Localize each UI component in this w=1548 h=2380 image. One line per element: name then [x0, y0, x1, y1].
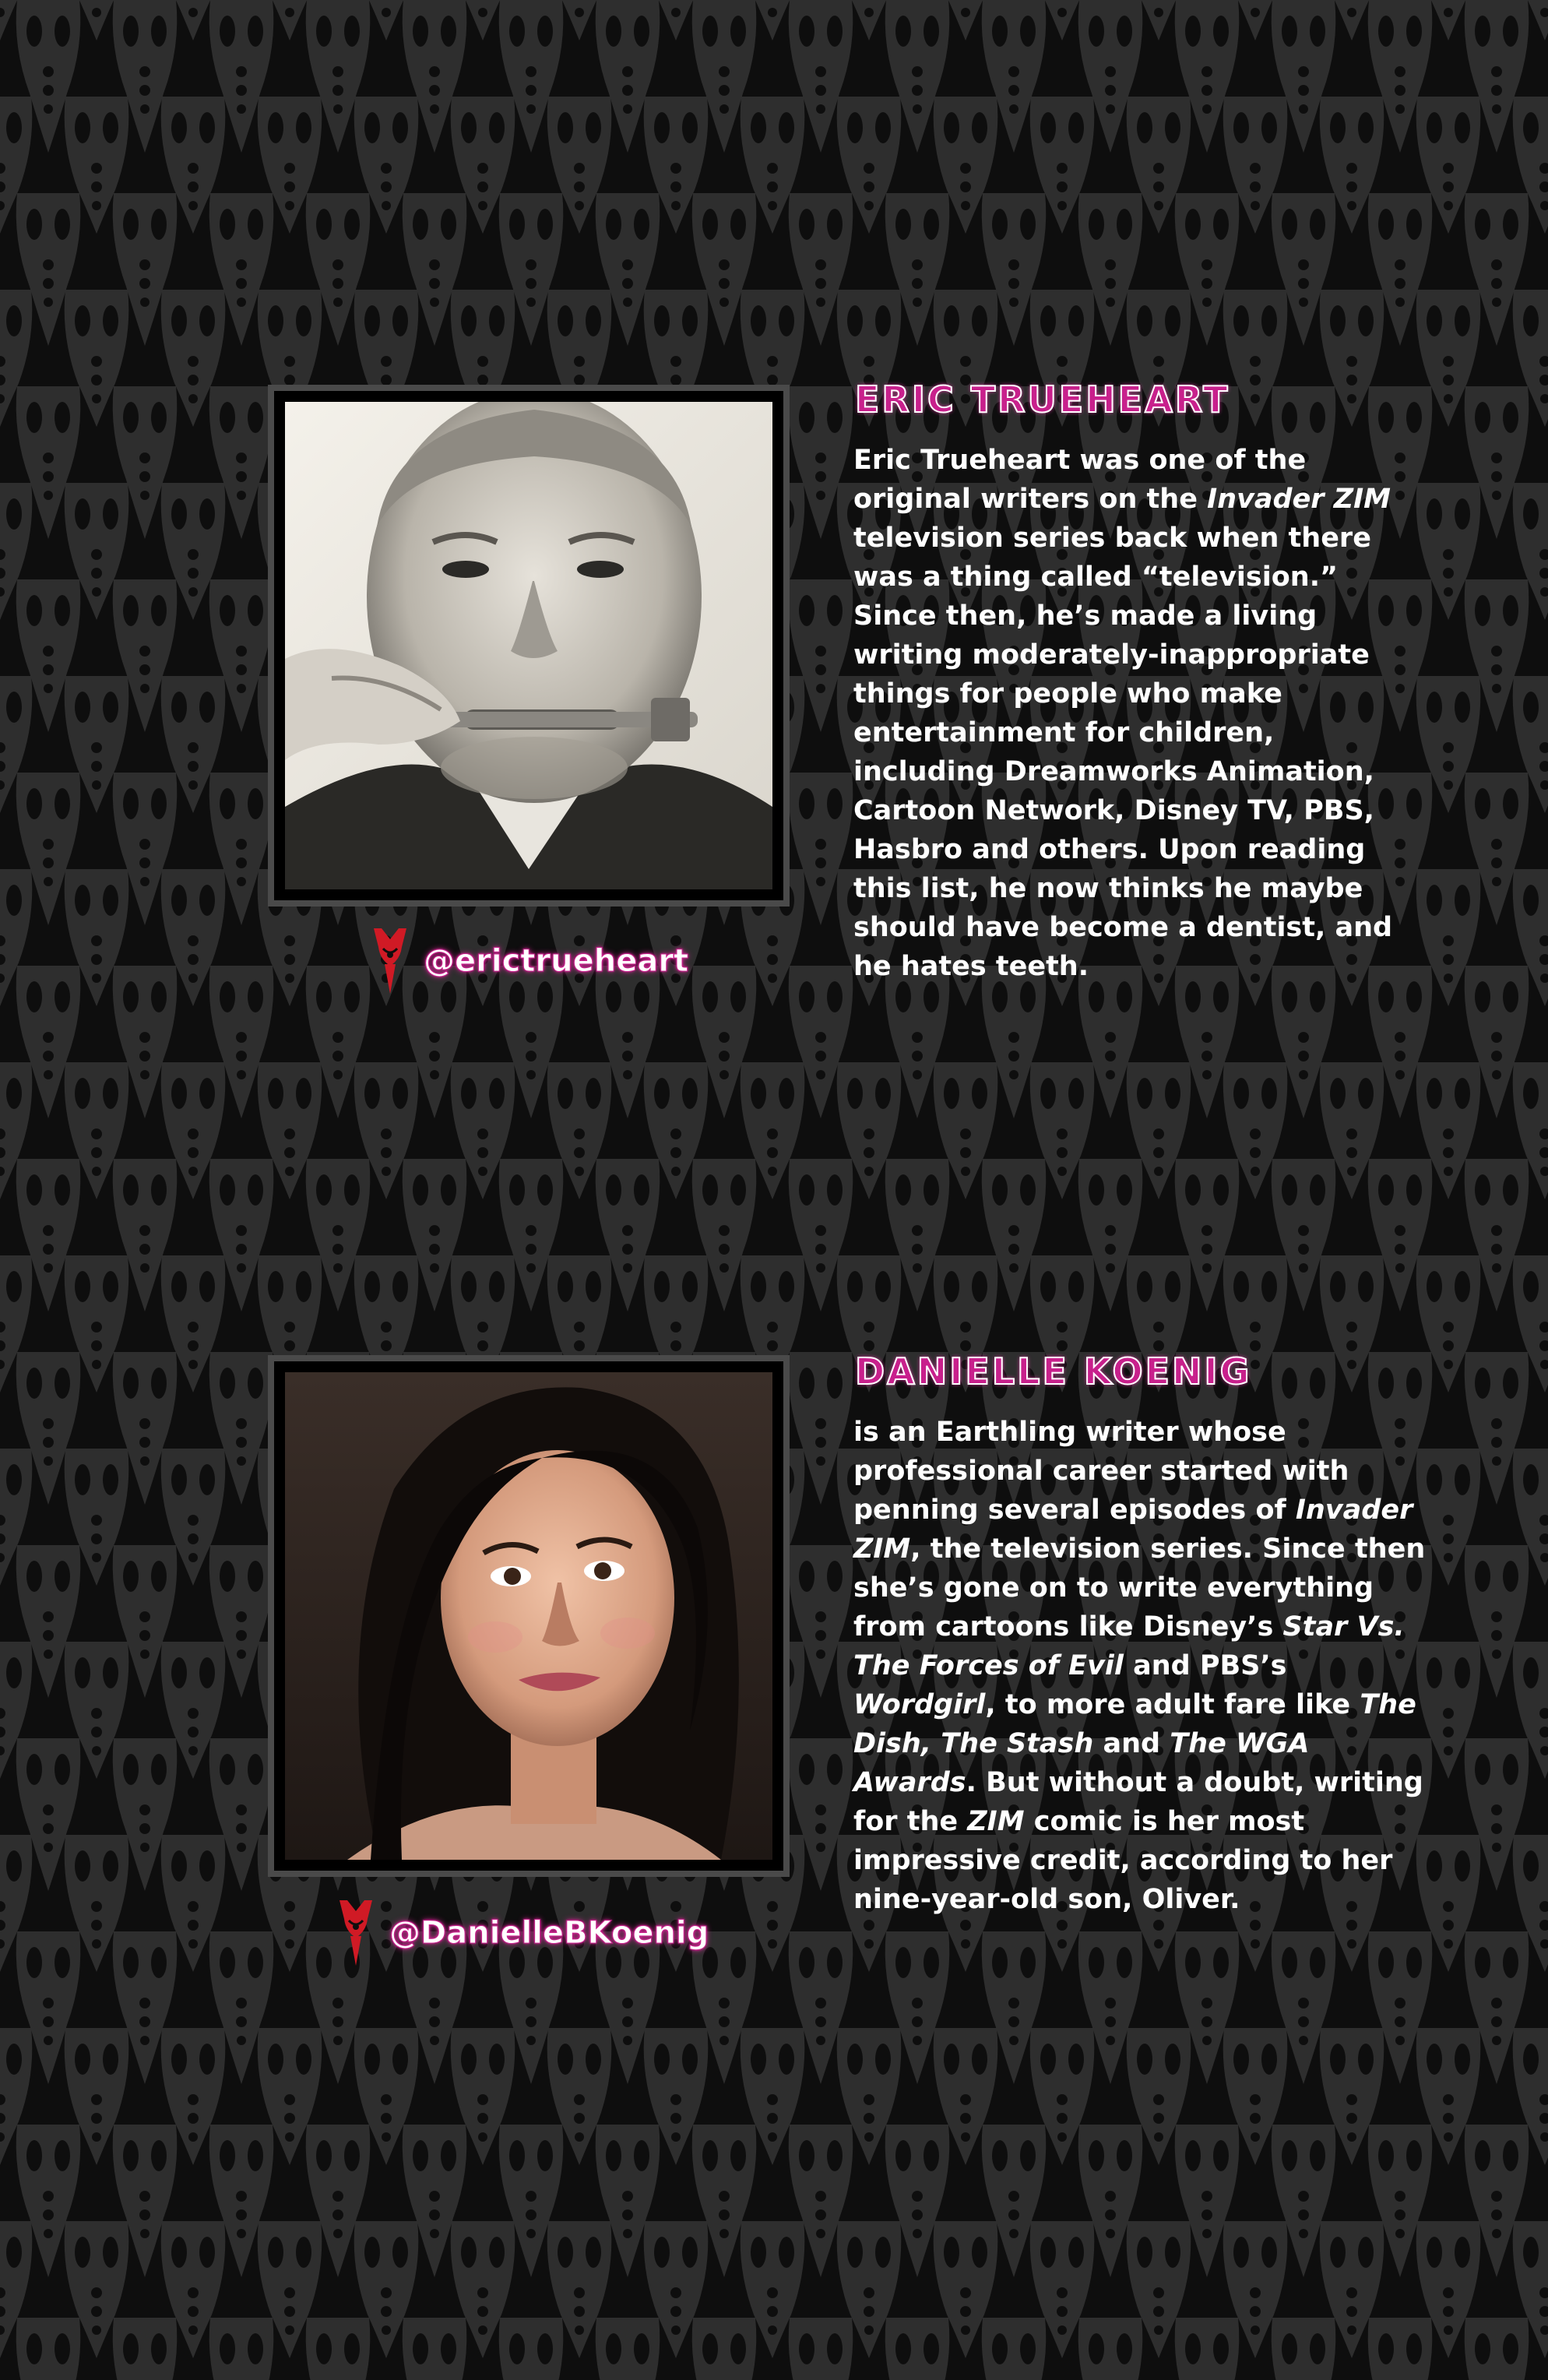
- bio-photo: [285, 1372, 772, 1860]
- social-handle-row: [371, 928, 688, 994]
- social-handle[interactable]: @erictrueheart: [424, 943, 689, 979]
- irken-symbol-icon: [336, 1900, 375, 1966]
- italic-title: Wordgirl: [853, 1689, 986, 1720]
- italic-title: Invader ZIM: [853, 1495, 1413, 1565]
- social-handle-row: [336, 1900, 709, 1966]
- italic-title: Star Vs. The Forces of Evil: [853, 1611, 1405, 1681]
- bio-paragraph: is an Earthling writer whose professional career started with penning several episodes of Invader ZIM, the television series. Since then she’s gone on to write everything from cartoons like Disney’s Star Vs. The Forces of Evil and PBS’s Wordgirl, to more adult fare like The Dish, The Stash and The WGA Awards. But without a doubt, writing for the ZIM comic is her most impressive credit, according to her nine-year-old son, Oliver.: [853, 1417, 1426, 1915]
- irken-symbol-icon: [371, 928, 410, 994]
- italic-title: The WGA Awards: [853, 1728, 1310, 1798]
- italic-title: ZIM: [967, 1806, 1025, 1837]
- italic-title: The Dish, The Stash: [853, 1689, 1416, 1759]
- bio-photo-frame: [268, 385, 790, 907]
- social-handle[interactable]: @DanielleBKoenig: [389, 1915, 709, 1951]
- bio-photo: [285, 402, 772, 889]
- bio-photo-frame: [268, 1355, 790, 1877]
- bio-paragraph: Eric Trueheart was one of the original writers on the Invader ZIM television series back when there was a thing called “television.” Since then, he’s made a living writing moderately-inappropriate things for people who make entertainment for children, including Dreamworks Animation, Cartoon Network, Disney TV, PBS, Hasbro and others. Upon reading this list, he now thinks he maybe should have become a dentist, and he hates teeth.: [853, 445, 1393, 982]
- italic-title: Invader ZIM: [1207, 484, 1391, 515]
- bio-name: DANIELLE KOENIG: [855, 1350, 1252, 1392]
- bio-name: ERIC TRUEHEART: [855, 378, 1230, 421]
